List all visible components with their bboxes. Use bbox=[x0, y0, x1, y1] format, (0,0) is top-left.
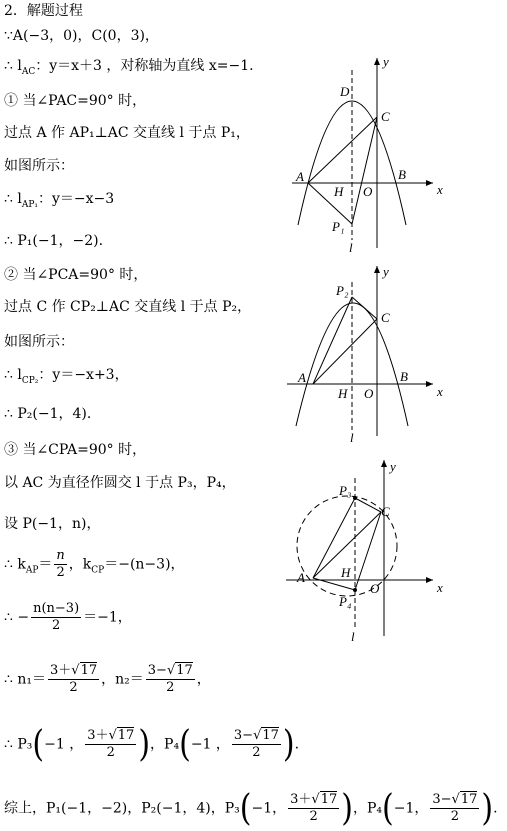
label-P1: P₁ bbox=[332, 219, 345, 234]
label-y-3: y bbox=[390, 459, 396, 474]
case3-slopes: ∴ $k_{AP}=$ $\frac{n}{2}$ ，$k_{CP}=-(n-3)$， bbox=[4, 548, 185, 580]
label-x: x bbox=[437, 182, 443, 197]
case3-line1: 以 AC 为直径作圆交 l 于点 P₃，P₄， bbox=[4, 475, 236, 491]
case1-title: ① 当∠PAC=90° 时， bbox=[4, 93, 147, 109]
label-A: A bbox=[296, 169, 304, 184]
given-points: ∵A(−3，0)，C(0，3)， bbox=[4, 28, 159, 44]
heading: 2．解题过程 bbox=[4, 3, 83, 19]
label-C: C bbox=[381, 109, 390, 124]
line-ac: ∴ $l_{AC}$：y＝x＋3 ，对称轴为直线 x=−1. bbox=[4, 58, 254, 77]
label-A-2: A bbox=[298, 370, 306, 385]
summary: 综上，P₁(−1，−2)，P₂(−1，4)，P₃(−1， $\frac{3+√17}{2}$ )，P₄(−1， $\frac{3-√17}{2}$ ). bbox=[4, 786, 498, 829]
case3-points: ∴ P₃(−1 ， $\frac{3+√17}{2}$ )，P₄(−1 ， $\frac{3-√17}{2}$ ). bbox=[4, 722, 300, 765]
label-P2: P₂ bbox=[336, 283, 349, 298]
case2-line1: 过点 C 作 CP₂⊥AC 交直线 l 于点 P₂， bbox=[4, 299, 252, 315]
seg-cp3 bbox=[355, 498, 381, 512]
case3-n-solutions: ∴ n₁＝ $\frac{3+√17}{2}$ ，n₂＝ $\frac{3-√17}{2}$ ， bbox=[4, 663, 211, 695]
label-l-2: l bbox=[350, 430, 354, 445]
seg-cp4 bbox=[355, 512, 381, 590]
label-O: O bbox=[363, 184, 373, 199]
label-l: l bbox=[349, 240, 353, 255]
label-B-2: B bbox=[400, 369, 408, 384]
case3-title: ③ 当∠CPA=90° 时， bbox=[4, 442, 147, 458]
point-p3 bbox=[353, 496, 357, 500]
label-A-3: A bbox=[297, 570, 305, 585]
label-y: y bbox=[383, 54, 389, 69]
label-y-2: y bbox=[383, 264, 389, 279]
label-l-3: l bbox=[351, 629, 355, 644]
label-x-2: x bbox=[437, 384, 443, 399]
label-C-2: C bbox=[381, 310, 390, 325]
label-H-3: H bbox=[341, 565, 351, 580]
case1-line2: 如图所示： bbox=[4, 158, 74, 174]
label-H: H bbox=[334, 184, 344, 199]
case2-line2: 如图所示： bbox=[4, 334, 74, 350]
case1-line3: ∴ $l_{AP_1}$：y＝−x−3 bbox=[4, 191, 115, 210]
label-O-2: O bbox=[364, 386, 374, 401]
label-D: D bbox=[340, 84, 350, 99]
label-O-3: O bbox=[370, 581, 380, 596]
label-x-3: x bbox=[437, 580, 443, 595]
label-P3: P₃ bbox=[339, 483, 352, 498]
label-P4: P₄ bbox=[339, 594, 352, 609]
case3-line2: 设 P(−1，n)， bbox=[4, 516, 101, 532]
case3-equation: ∴ − $\frac{n(n-3)}{2}$ ＝−1， bbox=[4, 601, 132, 633]
case2-title: ② 当∠PCA=90° 时， bbox=[4, 267, 148, 283]
label-H-2: H bbox=[338, 386, 348, 401]
case1-line4: ∴ P₁(−1，−2). bbox=[4, 233, 104, 249]
label-B: B bbox=[398, 167, 406, 182]
case1-line1: 过点 A 作 AP₁⊥AC 交直线 l 于点 P₁， bbox=[4, 125, 250, 141]
point-p4 bbox=[353, 588, 357, 592]
label-C-3: C bbox=[381, 504, 390, 519]
case2-line3: ∴ $l_{CP_2}$：y＝−x+3， bbox=[4, 367, 129, 386]
case2-line4: ∴ P₂(−1，4). bbox=[4, 406, 92, 422]
